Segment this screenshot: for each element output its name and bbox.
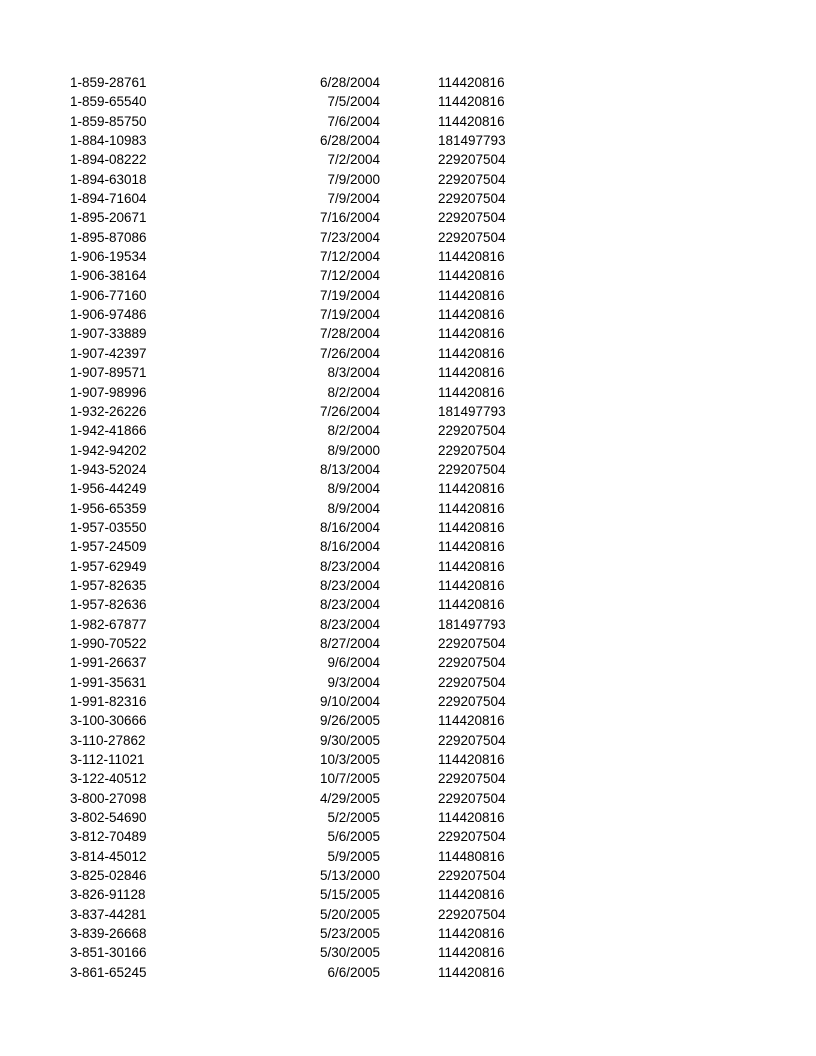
table-row [70, 286, 770, 305]
record-date: 5/20/2005 [319, 906, 380, 922]
table-row [70, 247, 770, 266]
record-number: 114420816 [438, 926, 505, 942]
record-date: 5/13/2000 [319, 868, 380, 884]
record-id: 3-825-02846 [70, 868, 147, 884]
record-number: 181497793 [438, 133, 506, 149]
record-date: 8/23/2004 [319, 616, 380, 632]
record-date: 8/2/2004 [327, 384, 380, 400]
record-number: 114420816 [438, 597, 505, 613]
record-date: 8/23/2004 [319, 558, 380, 574]
record-id: 1-906-38164 [70, 268, 147, 284]
record-id: 3-800-27098 [70, 790, 147, 806]
record-number: 229207504 [438, 229, 506, 245]
record-date: 7/2/2004 [327, 152, 380, 168]
table-row [70, 150, 770, 169]
record-number: 229207504 [438, 790, 506, 806]
record-date: 10/3/2005 [319, 752, 380, 768]
record-number: 114420816 [438, 326, 505, 342]
table-row [70, 769, 770, 788]
record-number: 114420816 [438, 810, 505, 826]
record-id: 1-895-20671 [70, 210, 147, 226]
table-row [70, 189, 770, 208]
record-date: 8/9/2004 [327, 481, 380, 497]
record-date: 8/3/2004 [327, 365, 380, 381]
table-row [70, 634, 770, 653]
record-id: 1-859-65540 [70, 94, 147, 110]
record-id: 1-957-24509 [70, 539, 147, 555]
record-id: 1-907-89571 [70, 365, 147, 381]
record-date: 7/28/2004 [319, 326, 380, 342]
record-id: 1-943-52024 [70, 461, 147, 477]
record-number: 114420816 [438, 384, 505, 400]
record-date: 5/9/2005 [327, 848, 380, 864]
record-number: 181497793 [438, 616, 506, 632]
table-row [70, 595, 770, 614]
record-date: 7/26/2004 [319, 403, 380, 419]
record-id: 1-942-41866 [70, 423, 147, 439]
record-date: 7/19/2004 [319, 307, 380, 323]
table-row [70, 170, 770, 189]
record-id: 1-906-19534 [70, 249, 147, 265]
table-row [70, 363, 770, 382]
record-id: 3-814-45012 [70, 848, 147, 864]
record-number: 229207504 [438, 868, 506, 884]
record-number: 229207504 [438, 461, 506, 477]
table-row [70, 924, 770, 943]
table-row [70, 576, 770, 595]
record-date: 7/12/2004 [319, 249, 380, 265]
record-date: 5/6/2005 [327, 829, 380, 845]
record-id: 1-907-98996 [70, 384, 147, 400]
table-row [70, 885, 770, 904]
record-date: 9/10/2004 [319, 694, 380, 709]
table-row [70, 653, 770, 672]
record-date: 9/30/2005 [319, 732, 380, 748]
table-row [70, 266, 770, 285]
record-date: 7/12/2004 [319, 268, 380, 284]
record-id: 3-802-54690 [70, 810, 147, 826]
table-row [70, 421, 770, 440]
record-date: 5/15/2005 [319, 887, 380, 903]
record-date: 7/16/2004 [319, 210, 380, 226]
record-date: 7/19/2004 [319, 287, 380, 303]
table-row [70, 711, 770, 730]
record-date: 5/30/2005 [319, 945, 380, 961]
table-row [70, 827, 770, 846]
record-id: 3-826-91128 [70, 887, 146, 903]
record-id: 1-884-10983 [70, 133, 147, 149]
record-id: 1-957-03550 [70, 519, 147, 535]
record-id: 3-839-26668 [70, 926, 147, 942]
record-date: 8/27/2004 [319, 635, 380, 651]
record-id: 1-982-67877 [70, 616, 147, 632]
record-date: 9/3/2004 [327, 674, 380, 690]
record-number: 114420816 [438, 365, 505, 381]
record-number: 114420816 [438, 481, 505, 497]
record-number: 114420816 [438, 713, 505, 729]
table-row [70, 479, 770, 498]
record-id: 1-990-70522 [70, 635, 147, 651]
record-id: 3-851-30166 [70, 945, 147, 961]
record-date: 10/7/2005 [319, 771, 380, 787]
record-date: 4/29/2005 [319, 790, 380, 806]
record-number: 229207504 [438, 635, 506, 651]
record-id: 3-100-30666 [70, 713, 147, 729]
table-row [70, 692, 770, 711]
record-id: 1-932-26226 [70, 403, 147, 419]
record-id: 3-861-65245 [70, 964, 147, 980]
record-id: 3-837-44281 [70, 906, 147, 922]
record-number: 114420816 [438, 945, 505, 961]
record-number: 229207504 [438, 694, 506, 709]
record-id: 1-956-44249 [70, 481, 147, 497]
record-number: 229207504 [438, 152, 506, 168]
table-row [70, 905, 770, 924]
table-row [70, 866, 770, 885]
record-date: 8/16/2004 [319, 519, 380, 535]
table-row [70, 208, 770, 227]
table-row [70, 131, 770, 150]
record-number: 114420816 [438, 75, 505, 90]
record-number: 229207504 [438, 906, 506, 922]
record-date: 7/9/2004 [327, 191, 380, 207]
record-id: 1-895-87086 [70, 229, 147, 245]
record-id: 1-906-97486 [70, 307, 147, 323]
record-number: 229207504 [438, 655, 506, 671]
record-date: 7/9/2000 [327, 171, 380, 187]
record-number: 114420816 [438, 94, 505, 110]
table-row [70, 537, 770, 556]
record-number: 114420816 [438, 345, 505, 361]
record-number: 229207504 [438, 423, 506, 439]
record-id: 3-812-70489 [70, 829, 147, 845]
table-row [70, 324, 770, 343]
record-date: 8/9/2004 [327, 500, 380, 516]
record-number: 114420816 [438, 558, 505, 574]
record-id: 1-991-35631 [70, 674, 147, 690]
record-id: 1-907-42397 [70, 345, 147, 361]
record-date: 8/9/2000 [327, 442, 380, 458]
record-number: 229207504 [438, 210, 506, 226]
table-row [70, 112, 770, 131]
record-date: 9/6/2004 [327, 655, 380, 671]
table-row [70, 383, 770, 402]
record-id: 1-956-65359 [70, 500, 147, 516]
record-number: 181497793 [438, 403, 506, 419]
record-date: 8/23/2004 [319, 597, 380, 613]
record-date: 8/2/2004 [327, 423, 380, 439]
table-row [70, 847, 770, 866]
record-date: 8/23/2004 [319, 577, 380, 593]
record-id: 3-110-27862 [70, 732, 146, 748]
record-id: 1-957-82636 [70, 597, 147, 613]
table-row [70, 92, 770, 111]
record-number: 114420816 [438, 887, 505, 903]
record-id: 3-122-40512 [70, 771, 147, 787]
record-date: 7/23/2004 [319, 229, 380, 245]
record-number: 114420816 [438, 287, 505, 303]
record-date: 6/28/2004 [319, 133, 380, 149]
table-row [70, 789, 770, 808]
record-id: 1-942-94202 [70, 442, 147, 458]
record-number: 229207504 [438, 442, 506, 458]
record-id: 1-859-28761 [70, 75, 147, 90]
record-number: 114480816 [438, 848, 505, 864]
record-number: 114420816 [438, 500, 505, 516]
record-number: 114420816 [438, 539, 505, 555]
table-row [70, 228, 770, 247]
table-row [70, 499, 770, 518]
record-id: 1-894-63018 [70, 171, 147, 187]
table-row [70, 963, 770, 982]
table-row [70, 344, 770, 363]
record-number: 229207504 [438, 191, 506, 207]
record-date: 7/26/2004 [319, 345, 380, 361]
record-number: 114420816 [438, 113, 505, 129]
records-table [70, 73, 770, 982]
table-row [70, 615, 770, 634]
record-id: 1-957-62949 [70, 558, 147, 574]
record-number: 114420816 [438, 752, 505, 768]
record-date: 7/6/2004 [327, 113, 380, 129]
record-number: 114420816 [438, 964, 505, 980]
record-number: 229207504 [438, 171, 506, 187]
record-date: 7/5/2004 [327, 94, 380, 110]
record-number: 229207504 [438, 674, 506, 690]
record-date: 8/13/2004 [319, 461, 380, 477]
record-id: 1-906-77160 [70, 287, 147, 303]
record-date: 5/23/2005 [319, 926, 380, 942]
record-id: 3-112-11021 [70, 752, 145, 768]
record-id: 1-957-82635 [70, 577, 147, 593]
table-row [70, 305, 770, 324]
table-row [70, 750, 770, 769]
record-number: 114420816 [438, 519, 505, 535]
record-number: 114420816 [438, 307, 505, 323]
record-id: 1-894-08222 [70, 152, 147, 168]
table-row [70, 673, 770, 692]
record-number: 229207504 [438, 732, 506, 748]
record-number: 229207504 [438, 771, 506, 787]
table-row [70, 943, 770, 962]
table-row [70, 731, 770, 750]
record-number: 114420816 [438, 268, 505, 284]
table-row [70, 808, 770, 827]
table-row [70, 441, 770, 460]
record-date: 6/28/2004 [319, 75, 380, 90]
record-date: 9/26/2005 [319, 713, 380, 729]
record-id: 1-991-26637 [70, 655, 147, 671]
table-row [70, 402, 770, 421]
table-row [70, 73, 770, 92]
record-number: 229207504 [438, 829, 506, 845]
record-date: 8/16/2004 [319, 539, 380, 555]
record-number: 114420816 [438, 577, 505, 593]
record-id: 1-894-71604 [70, 191, 147, 207]
table-row [70, 557, 770, 576]
record-id: 1-907-33889 [70, 326, 147, 342]
record-date: 6/6/2005 [327, 964, 380, 980]
record-number: 114420816 [438, 249, 505, 265]
record-id: 1-859-85750 [70, 113, 147, 129]
table-row [70, 518, 770, 537]
record-date: 5/2/2005 [327, 810, 380, 826]
record-id: 1-991-82316 [70, 694, 147, 709]
table-row [70, 460, 770, 479]
